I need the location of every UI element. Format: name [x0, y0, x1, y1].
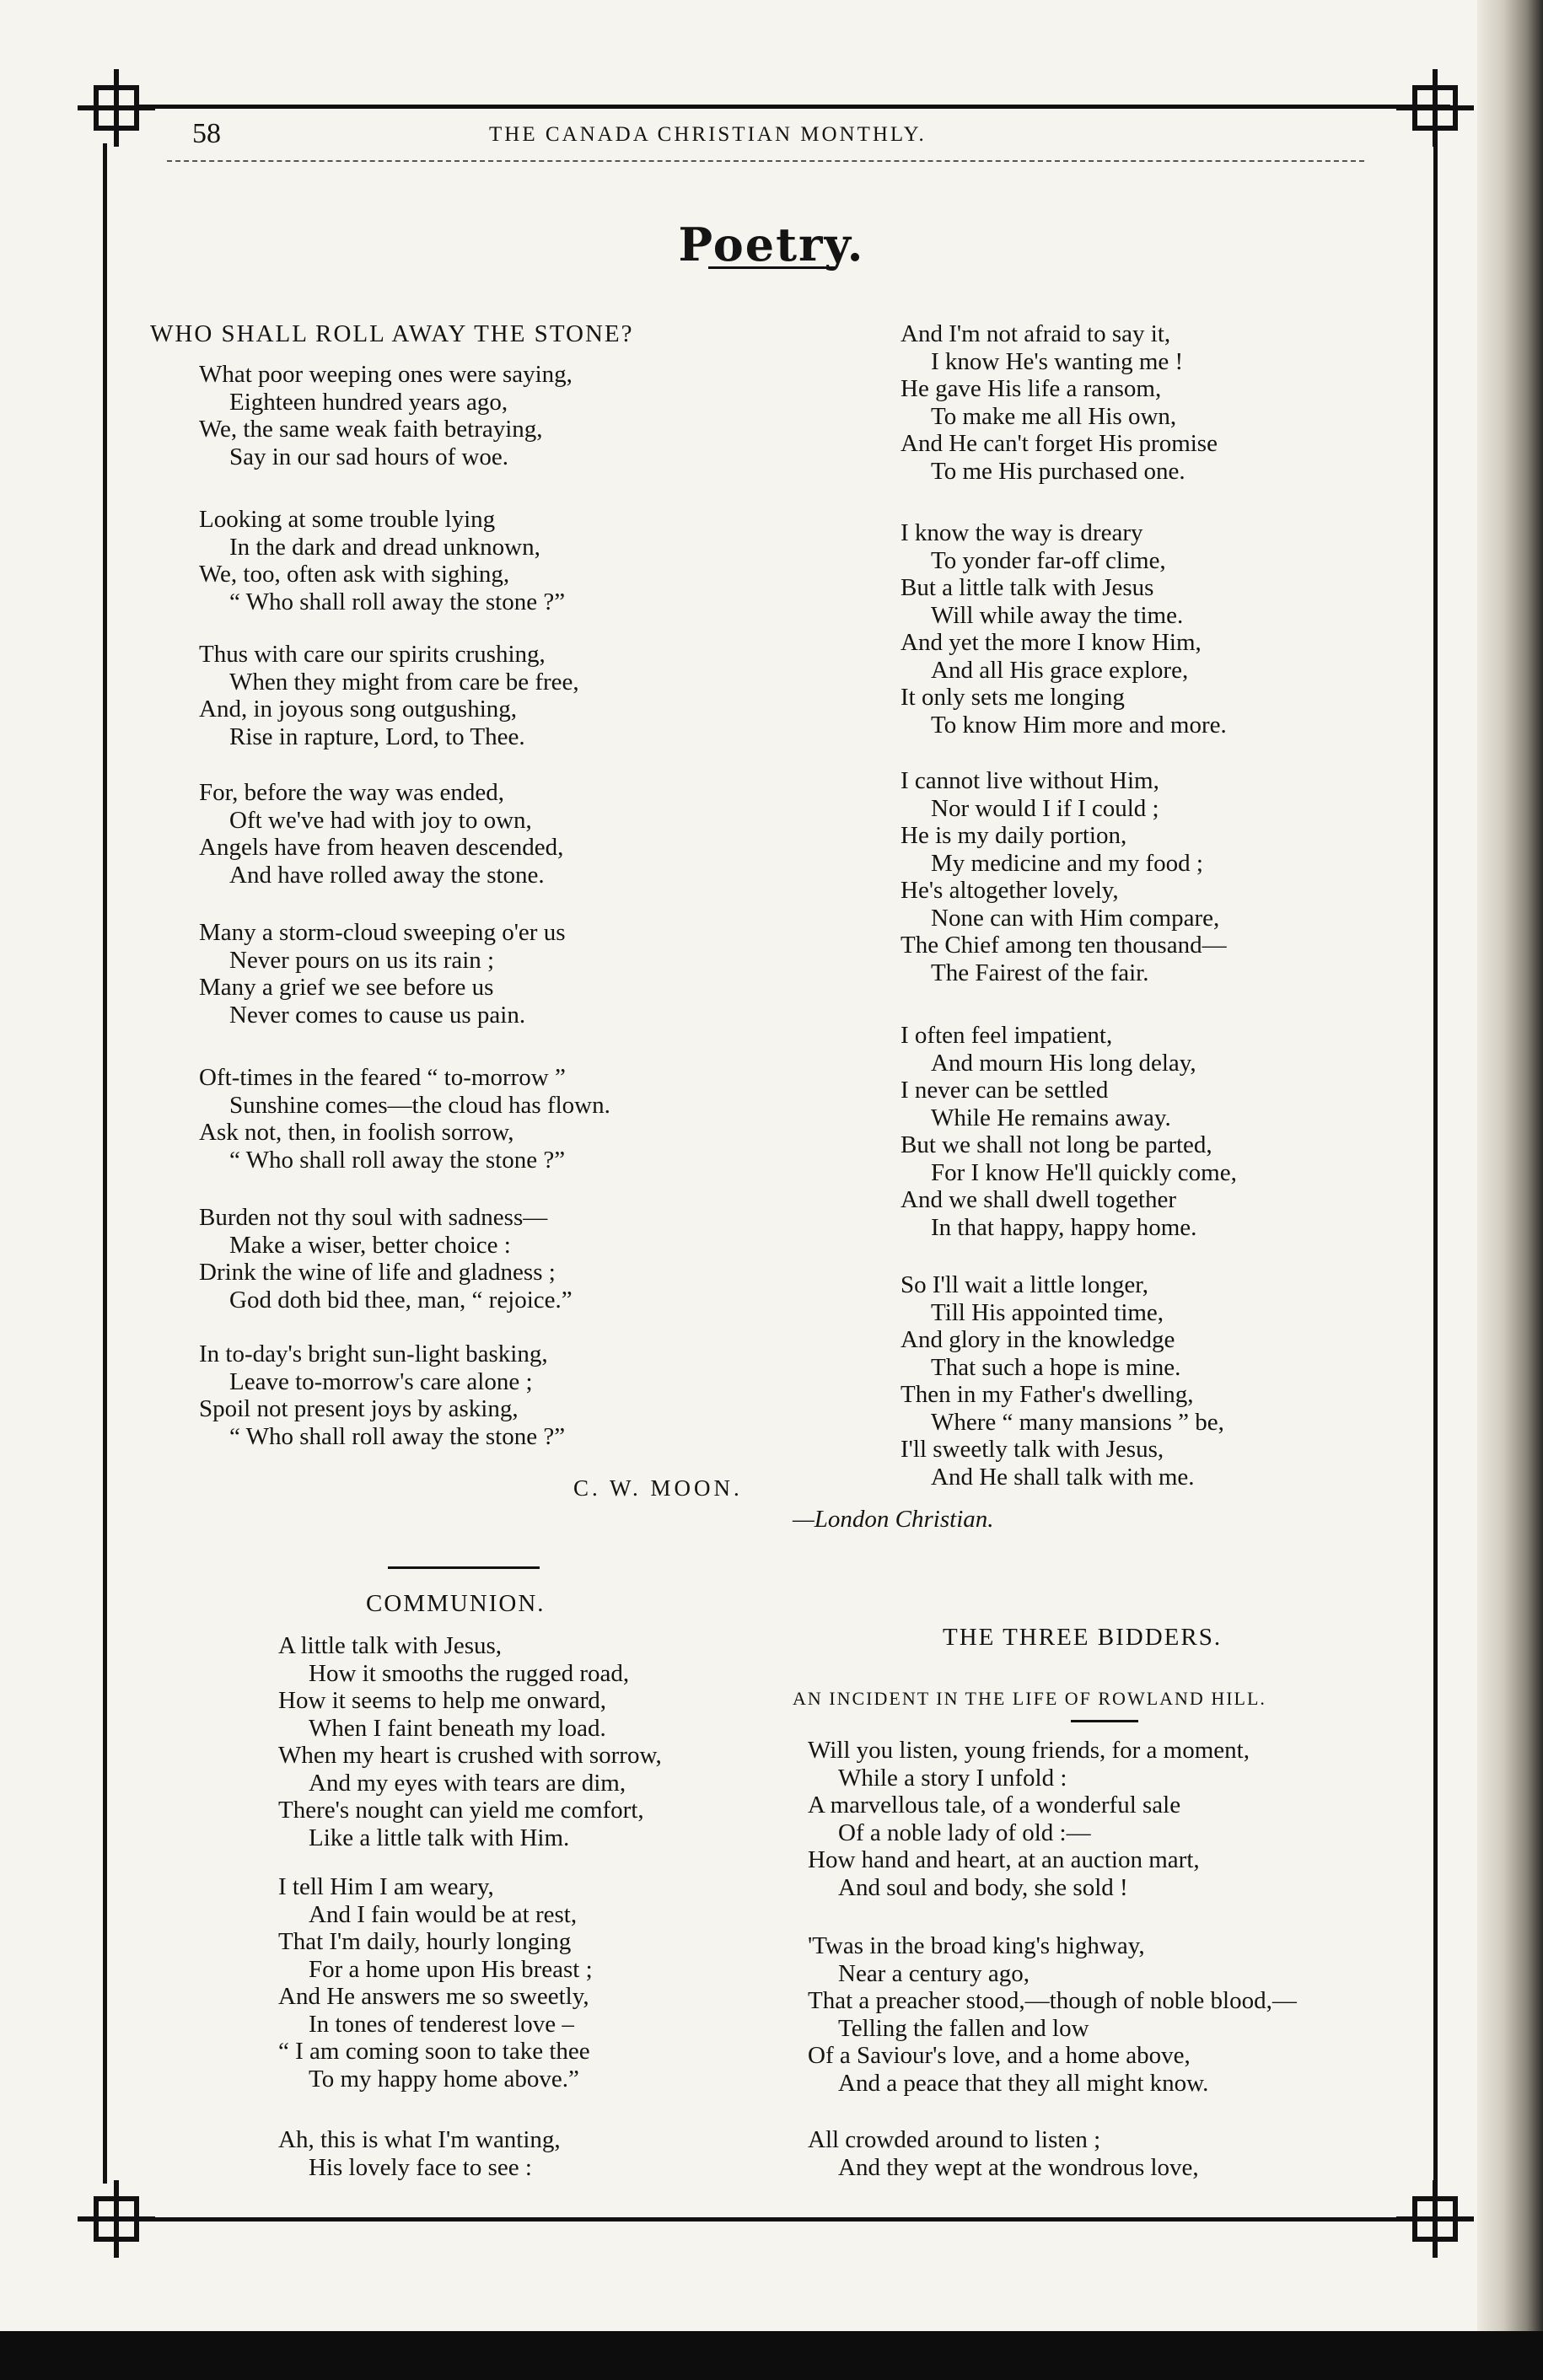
- stanza: [901, 1022, 1237, 1241]
- poem-line: “ I am coming soon to take thee: [278, 2038, 590, 2065]
- poem-line: How hand and heart, at an auction mart,: [808, 1846, 1200, 1873]
- poem-source: —London Christian.: [793, 1506, 994, 1533]
- poem-line: When my heart is crushed with sorrow,: [278, 1742, 662, 1769]
- poem-line: Where “ many mansions ” be,: [931, 1408, 1224, 1436]
- stanza: [278, 1632, 662, 1851]
- poem-line: So I'll wait a little longer,: [901, 1271, 1149, 1298]
- poem-line: Make a wiser, better choice :: [229, 1231, 511, 1259]
- poem-line: We, the same weak faith betraying,: [199, 416, 543, 443]
- poem-line: But we shall not long be parted,: [901, 1131, 1212, 1158]
- poem-line: To yonder far-off clime,: [931, 546, 1166, 574]
- poem-subtitle: AN INCIDENT IN THE LIFE OF ROWLAND HILL.: [793, 1688, 1266, 1709]
- poem-line: And yet the more I know Him,: [901, 629, 1202, 656]
- poem-line: And a peace that they all might know.: [838, 2069, 1209, 2097]
- frame-left-line: [103, 143, 107, 2184]
- poem-line: 'Twas in the broad king's highway,: [808, 1932, 1145, 1959]
- stanza: [199, 361, 573, 470]
- poem-line: Leave to-morrow's care alone ;: [229, 1367, 533, 1395]
- page-edge-shadow: [1477, 0, 1543, 2380]
- poem-line: In that happy, happy home.: [931, 1213, 1197, 1241]
- poem-line: Never pours on us its rain ;: [229, 946, 495, 974]
- poem-line: He's altogether lovely,: [901, 877, 1119, 904]
- section-title: [0, 218, 1543, 274]
- poem-line: I know He's wanting me !: [931, 347, 1184, 375]
- frame-top-line: [135, 105, 1450, 109]
- poem-line: Rise in rapture, Lord, to Thee.: [229, 723, 525, 750]
- poem-divider-left: [388, 1566, 540, 1569]
- poem-line: Drink the wine of life and gladness ;: [199, 1259, 556, 1286]
- poem-line: Telling the fallen and low: [838, 2014, 1089, 2042]
- poem-line: And have rolled away the stone.: [229, 861, 545, 889]
- stanza: [808, 1932, 1297, 2097]
- poem-line: That such a hope is mine.: [931, 1353, 1181, 1381]
- header-rule: [167, 160, 1364, 162]
- poem-line: A little talk with Jesus,: [278, 1632, 503, 1659]
- poem-line: When I faint beneath my load.: [309, 1714, 606, 1742]
- frame-corner-ornament-bottom-right: [1396, 2180, 1474, 2258]
- stanza: [199, 919, 566, 1029]
- poem-line: A marvellous tale, of a wonderful sale: [808, 1792, 1181, 1819]
- poem-line: Many a storm-cloud sweeping o'er us: [199, 919, 566, 946]
- poem-line: Sunshine comes—the cloud has flown.: [229, 1091, 610, 1119]
- frame-corner-ornament-top-right: [1396, 69, 1474, 147]
- poem-line: What poor weeping ones were saying,: [199, 361, 573, 388]
- poem-line: He gave His life a ransom,: [901, 375, 1162, 402]
- poem-line: His lovely face to see :: [309, 2153, 532, 2181]
- poem-line: We, too, often ask with sighing,: [199, 561, 510, 588]
- poem-line: None can with Him compare,: [931, 904, 1220, 932]
- poem-line: How it seems to help me onward,: [278, 1687, 607, 1714]
- poem-line: All crowded around to listen ;: [808, 2126, 1101, 2153]
- scan-bottom-border: [0, 2331, 1543, 2380]
- stanza: [199, 779, 563, 889]
- poem-line: And soul and body, she sold !: [838, 1873, 1128, 1901]
- poem-title-three-bidders: THE THREE BIDDERS.: [943, 1624, 1223, 1651]
- poem-line: And glory in the knowledge: [901, 1326, 1175, 1353]
- poem-line: Thus with care our spirits crushing,: [199, 641, 546, 668]
- stanza: [199, 506, 565, 615]
- poem-line: I'll sweetly talk with Jesus,: [901, 1436, 1164, 1463]
- poem-line: And they wept at the wondrous love,: [838, 2153, 1199, 2181]
- poem-line: And He shall talk with me.: [931, 1463, 1195, 1491]
- poem-line: The Chief among ten thousand—: [901, 932, 1227, 959]
- stanza: [808, 2126, 1199, 2181]
- poem-line: “ Who shall roll away the stone ?”: [229, 1422, 566, 1450]
- poem-line: God doth bid thee, man, “ rejoice.”: [229, 1286, 573, 1314]
- subtitle-rule: [1071, 1720, 1138, 1722]
- poem-line: I cannot live without Him,: [901, 767, 1159, 794]
- poem-line: I tell Him I am weary,: [278, 1873, 494, 1900]
- poem-line: There's nought can yield me comfort,: [278, 1797, 644, 1824]
- stanza: [199, 641, 579, 750]
- poem-line: In the dark and dread unknown,: [229, 533, 540, 561]
- frame-right-line: [1433, 143, 1438, 2184]
- poem-line: While He remains away.: [931, 1104, 1171, 1131]
- poem-line: Oft we've had with joy to own,: [229, 806, 532, 834]
- poem-line: For I know He'll quickly come,: [931, 1158, 1237, 1186]
- poem-line: Oft-times in the feared “ to-morrow ”: [199, 1064, 566, 1091]
- stanza: [199, 1204, 573, 1314]
- poem-line: The Fairest of the fair.: [931, 959, 1149, 986]
- poem-line: Will while away the time.: [931, 601, 1184, 629]
- poem-line: That a preacher stood,—though of noble blood,—: [808, 1987, 1297, 2014]
- poem-line: For, before the way was ended,: [199, 779, 505, 806]
- poem-title-communion: COMMUNION.: [366, 1590, 546, 1617]
- poem-line: Looking at some trouble lying: [199, 506, 496, 533]
- poem-line: And He answers me so sweetly,: [278, 1983, 589, 2010]
- poem-line: To me His purchased one.: [931, 457, 1185, 485]
- poem-signature: C. W. MOON.: [573, 1475, 743, 1501]
- running-title: THE CANADA CHRISTIAN MONTHLY.: [489, 123, 927, 146]
- frame-corner-ornament-bottom-left: [78, 2180, 155, 2258]
- poem-line: When they might from care be free,: [229, 668, 579, 696]
- poem-line: To make me all His own,: [931, 402, 1177, 430]
- stanza: [278, 2126, 561, 2181]
- poem-line: Angels have from heaven descended,: [199, 834, 564, 861]
- stanza: [901, 320, 1218, 485]
- poem-line: He is my daily portion,: [901, 822, 1127, 849]
- poem-line: I often feel impatient,: [901, 1022, 1113, 1049]
- poem-line: Ask not, then, in foolish sorrow,: [199, 1119, 514, 1146]
- poem-line: Ah, this is what I'm wanting,: [278, 2126, 561, 2153]
- poem-line: In to-day's bright sun-light basking,: [199, 1340, 548, 1367]
- stanza: [901, 519, 1227, 739]
- poem-line: How it smooths the rugged road,: [309, 1659, 630, 1687]
- frame-bottom-line: [135, 2217, 1450, 2222]
- poem-line: Say in our sad hours of woe.: [229, 443, 509, 470]
- poem-line: To my happy home above.”: [309, 2065, 579, 2093]
- stanza: [901, 767, 1227, 986]
- poem-line: Eighteen hundred years ago,: [229, 388, 508, 416]
- poem-line: Then in my Father's dwelling,: [901, 1381, 1194, 1408]
- poem-line: I know the way is dreary: [901, 519, 1143, 546]
- poem-line: In tones of tenderest love –: [309, 2010, 574, 2038]
- poem-line: And He can't forget His promise: [901, 430, 1218, 457]
- poem-line: Till His appointed time,: [931, 1298, 1164, 1326]
- poem-line: And I fain would be at rest,: [309, 1900, 578, 1928]
- poem-line: I never can be settled: [901, 1077, 1109, 1104]
- poem-line: Of a Saviour's love, and a home above,: [808, 2042, 1191, 2069]
- poem-line: Many a grief we see before us: [199, 974, 494, 1001]
- poem-line: Nor would I if I could ;: [931, 794, 1159, 822]
- stanza: [199, 1064, 610, 1174]
- poem-line: That I'm daily, hourly longing: [278, 1928, 572, 1955]
- poem-line: It only sets me longing: [901, 684, 1125, 711]
- poem-line: Near a century ago,: [838, 1959, 1030, 1987]
- poem-line: “ Who shall roll away the stone ?”: [229, 588, 566, 615]
- poem-line: But a little talk with Jesus: [901, 574, 1154, 601]
- poem-line: And we shall dwell together: [901, 1186, 1176, 1213]
- poem-line: And mourn His long delay,: [931, 1049, 1196, 1077]
- poem-line: Will you listen, young friends, for a moment,: [808, 1737, 1250, 1764]
- poem-line: Never comes to cause us pain.: [229, 1001, 526, 1029]
- poem-line: Like a little talk with Him.: [309, 1824, 570, 1851]
- poem-line: To know Him more and more.: [931, 711, 1227, 739]
- page-number: 58: [192, 118, 221, 149]
- poem-line: Spoil not present joys by asking,: [199, 1395, 519, 1422]
- stanza: [199, 1340, 565, 1450]
- poem-line: Of a noble lady of old :—: [838, 1819, 1091, 1846]
- frame-corner-ornament-top-left: [78, 69, 155, 147]
- poem-line: And, in joyous song outgushing,: [199, 696, 518, 723]
- poem-line: And my eyes with tears are dim,: [309, 1769, 626, 1797]
- section-title-text: Poetry.: [678, 218, 865, 271]
- stanza: [278, 1873, 593, 2093]
- poem-line: My medicine and my food ;: [931, 849, 1203, 877]
- poem-line: Burden not thy soul with sadness—: [199, 1204, 548, 1231]
- poem-line: And I'm not afraid to say it,: [901, 320, 1171, 347]
- poem-line: While a story I unfold :: [838, 1764, 1067, 1792]
- stanza: [901, 1271, 1224, 1491]
- poem-line: And all His grace explore,: [931, 656, 1189, 684]
- stanza: [808, 1737, 1250, 1901]
- poem-line: For a home upon His breast ;: [309, 1955, 593, 1983]
- poem-line: “ Who shall roll away the stone ?”: [229, 1146, 566, 1174]
- poem-title-who-shall-roll: WHO SHALL ROLL AWAY THE STONE?: [150, 320, 634, 347]
